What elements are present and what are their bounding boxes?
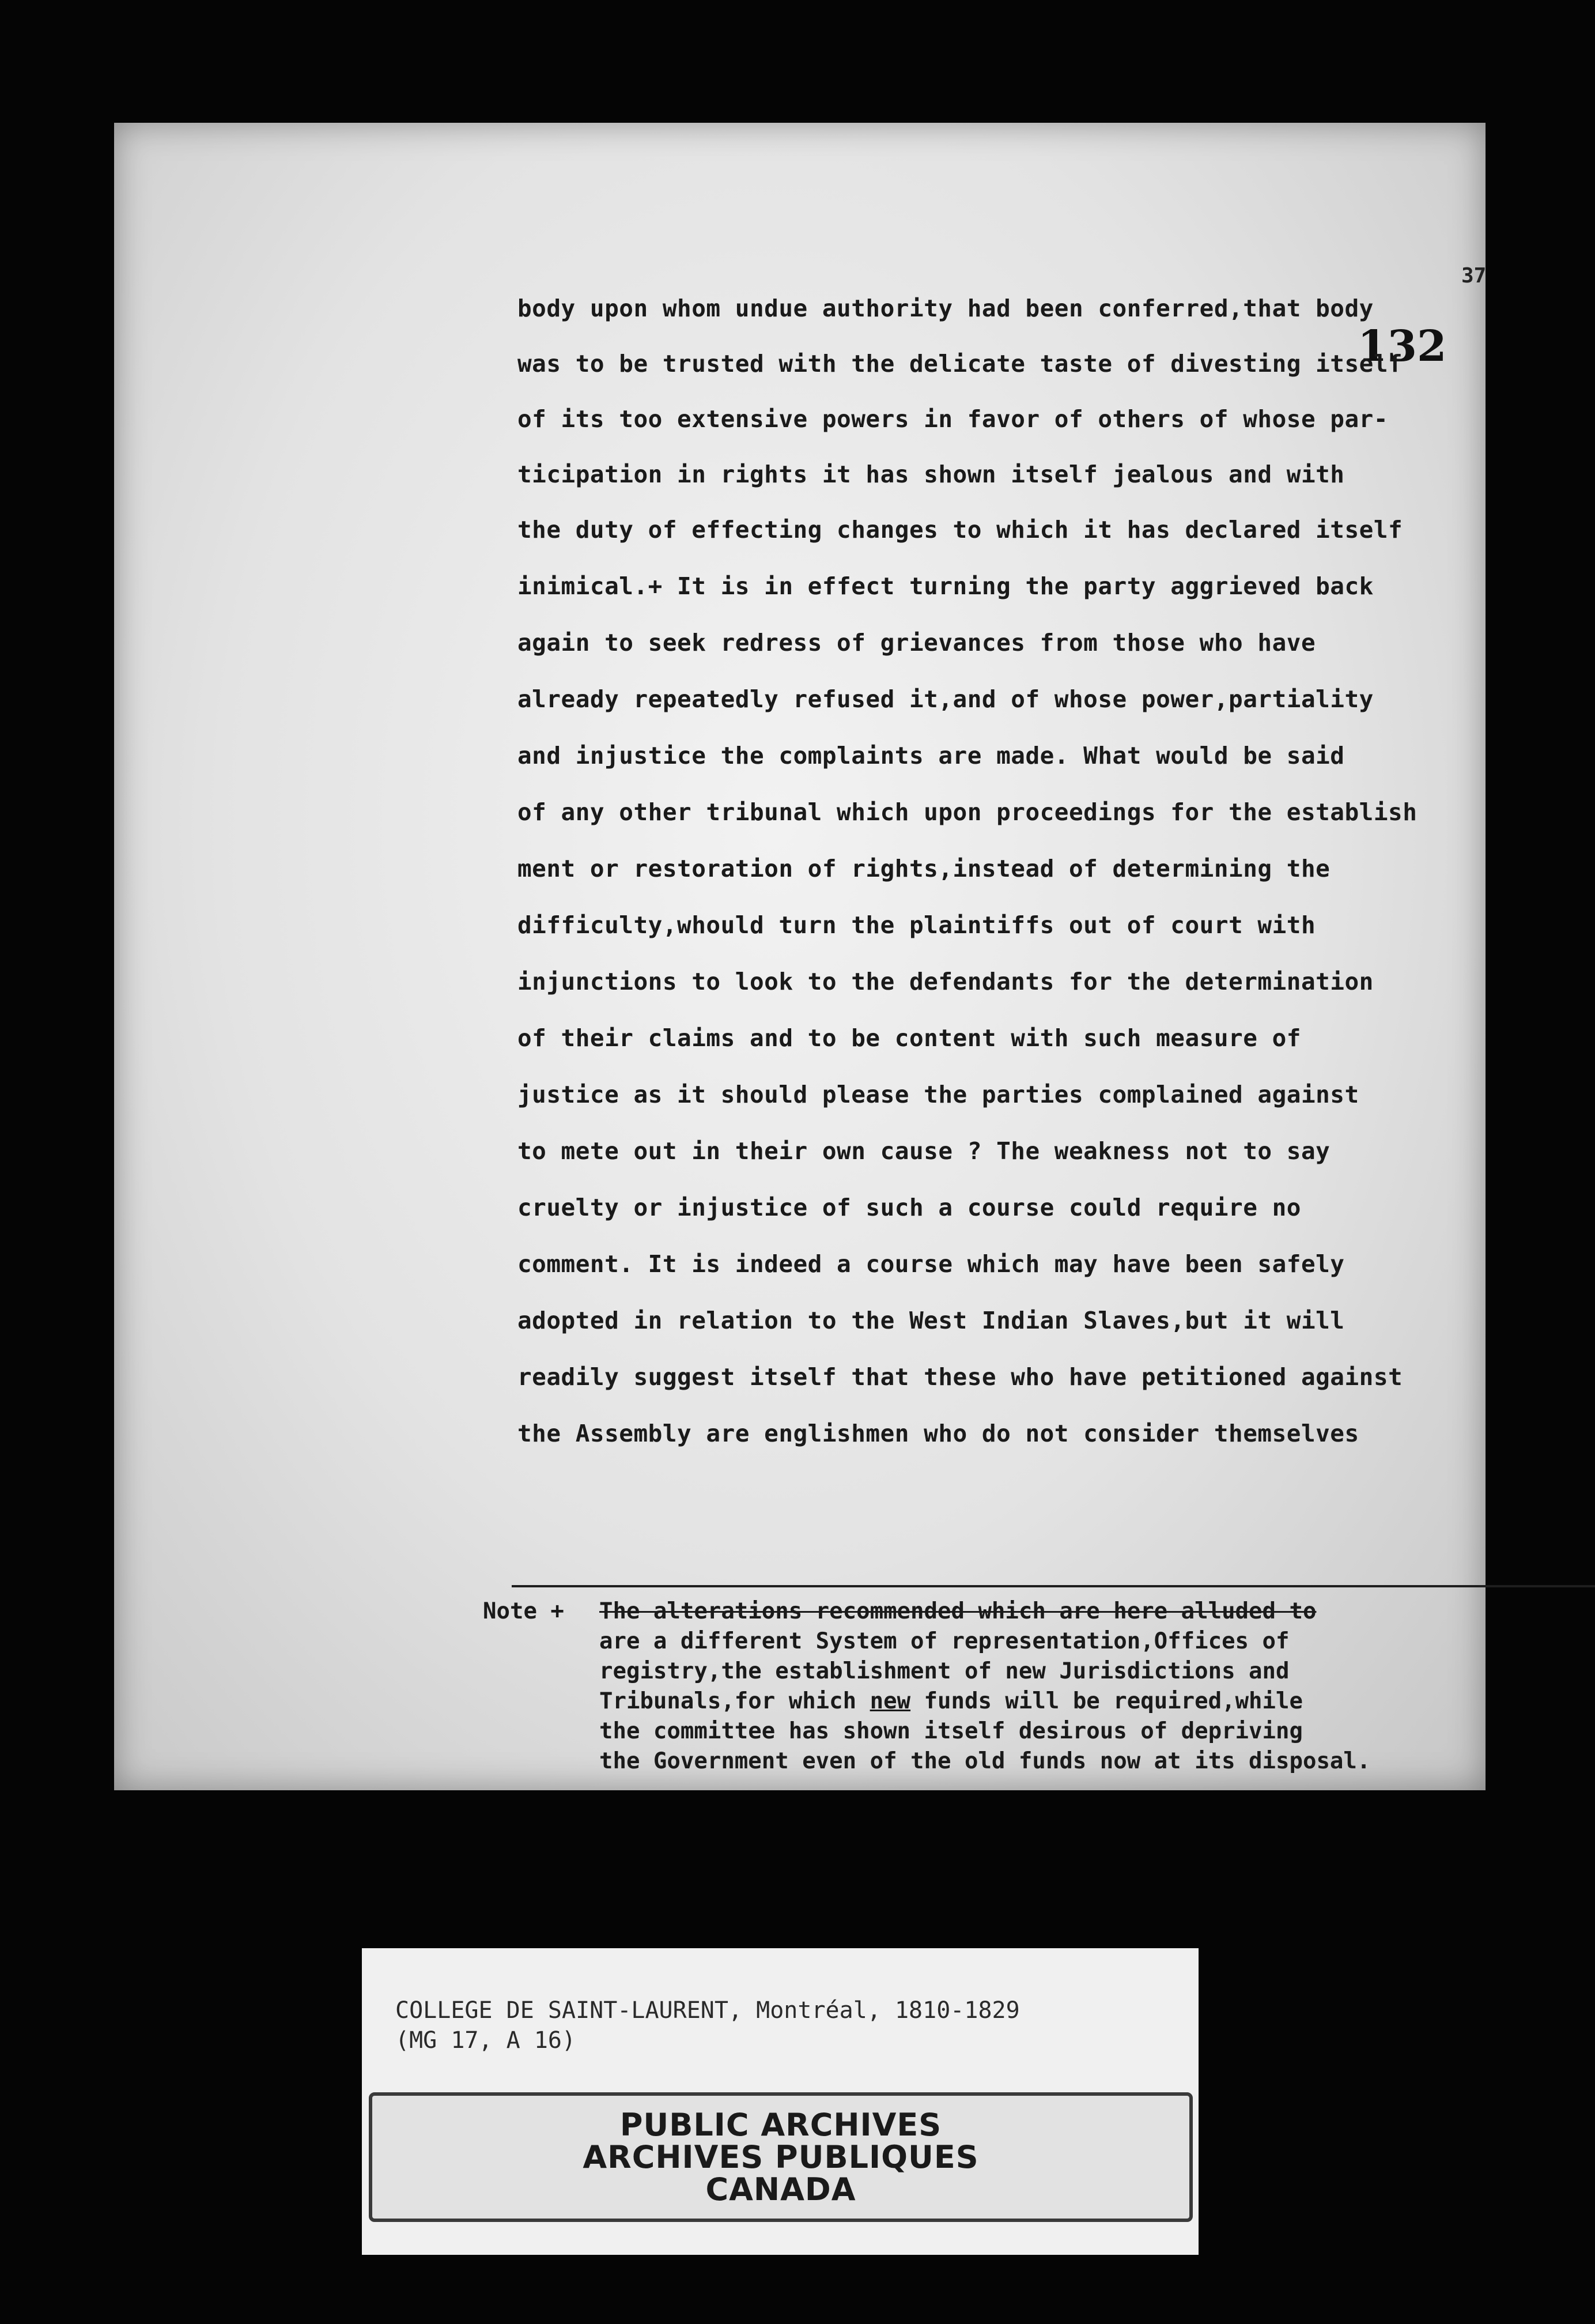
text-line: injunctions to look to the defendants for the determination xyxy=(517,968,1374,995)
text-line: already repeatedly refused it,and of whose power,partiality xyxy=(517,685,1374,713)
text-line: of its too extensive powers in favor of others of whose par- xyxy=(517,405,1389,433)
text-line: readily suggest itself that these who have petitioned against xyxy=(517,1363,1403,1391)
archive-label-card xyxy=(362,1948,1199,2255)
text-line: was to be trusted with the delicate taste of divesting itself xyxy=(517,350,1403,378)
text-line: cruelty or injustice of such a course could require no xyxy=(517,1194,1301,1221)
collection-title: COLLEGE DE SAINT-LAURENT, Montréal, 1810-1829 xyxy=(395,1997,1020,2024)
footnote-line: The alterations recommended which are here alluded to xyxy=(599,1598,1317,1624)
text-line: of their claims and to be content with such measure of xyxy=(517,1024,1301,1052)
document-page xyxy=(114,123,1486,1790)
text-line: of any other tribunal which upon proceedings for the establish xyxy=(517,798,1418,826)
text-line: justice as it should please the parties complained against xyxy=(517,1081,1359,1108)
text-line: inimical.+ It is in effect turning the party aggrieved back xyxy=(517,572,1374,600)
underlined-word: new xyxy=(870,1688,911,1714)
stamp-line: CANADA xyxy=(705,2171,856,2208)
text-line: comment. It is indeed a course which may have been safely xyxy=(517,1250,1345,1278)
footnote-line: are a different System of representation,Offices of xyxy=(599,1628,1290,1654)
text-line: the Assembly are englishmen who do not consider themselves xyxy=(517,1420,1359,1447)
text-line: ment or restoration of rights,instead of determining the xyxy=(517,855,1331,882)
text-line: ticipation in rights it has shown itself jealous and with xyxy=(517,461,1345,488)
footnote-line: registry,the establishment of new Jurisdictions and xyxy=(599,1658,1290,1684)
text-line: the duty of effecting changes to which it has declared itself xyxy=(517,516,1403,544)
footnote-line: the Government even of the old funds now at its disposal. xyxy=(599,1748,1371,1774)
text-line: to mete out in their own cause ? The weakness not to say xyxy=(517,1137,1331,1165)
text-line: again to seek redress of grievances from those who have xyxy=(517,629,1316,657)
note-divider xyxy=(512,1585,1595,1587)
folio-number: 132 xyxy=(1358,322,1447,371)
collection-reference: (MG 17, A 16) xyxy=(395,2027,576,2054)
footnote-line: Tribunals,for which new funds will be required,while xyxy=(599,1688,1303,1714)
page-number: 37 xyxy=(1461,264,1487,288)
stamp-line: ARCHIVES PUBLIQUES xyxy=(583,2138,979,2175)
footnote-marker: Note + xyxy=(483,1598,564,1624)
text-line: difficulty,whould turn the plaintiffs out of court with xyxy=(517,911,1316,939)
text-line: body upon whom undue authority had been conferred,that body xyxy=(517,295,1374,322)
footnote-line: the committee has shown itself desirous of depriving xyxy=(599,1718,1303,1744)
public-archives-stamp xyxy=(369,2092,1193,2222)
text-line: and injustice the complaints are made. What would be said xyxy=(517,742,1345,769)
stamp-line: PUBLIC ARCHIVES xyxy=(619,2106,942,2143)
text-line: adopted in relation to the West Indian Slaves,but it will xyxy=(517,1307,1345,1334)
